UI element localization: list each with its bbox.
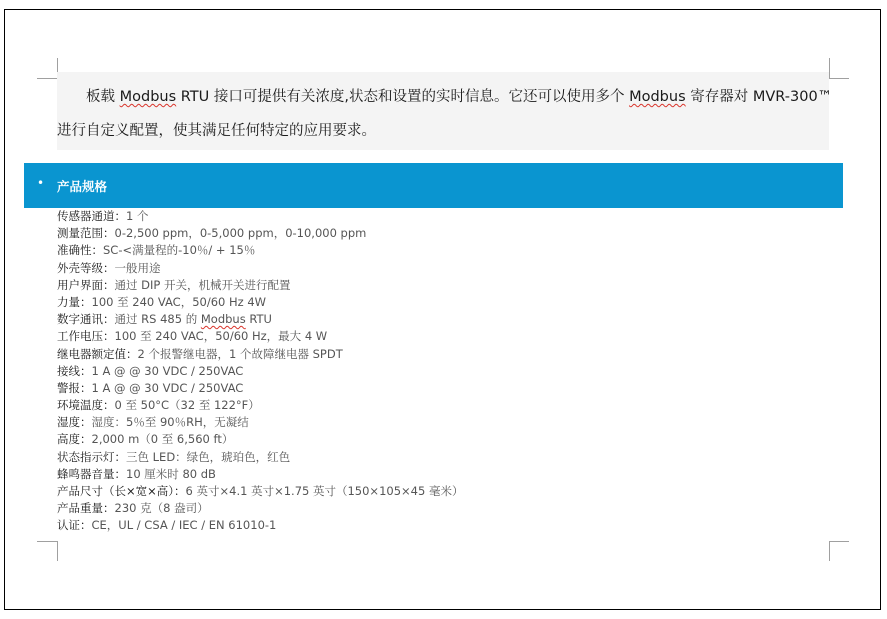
spec-row-dimensions [57,483,837,500]
spec-label: 工作电压： [57,329,115,344]
spec-label: 数字通讯： [57,312,115,327]
bullet-icon: • [37,176,45,190]
spec-row-status-led [57,449,837,466]
spec-row-alarm [57,380,837,397]
spec-value: 10 厘米时 80 dB [126,466,216,481]
crop-mark-bottom-left-v [57,541,58,561]
spec-value: 0 至 50°C（32 至 122°F） [114,398,260,413]
spec-value: 1 个 [126,209,149,223]
spec-row-wiring [57,363,837,380]
spec-value: 湿度：5％至 90％RH，无凝结 [91,415,249,430]
spec-label: 接线： [57,363,92,378]
spec-value: 1 A @ @ 30 VDC / 250VAC [91,363,244,378]
spec-label: 环境温度： [57,398,115,413]
crop-mark-top-right-h [829,78,849,79]
spec-value: 2,000 m（0 至 6,560 ft） [91,432,234,447]
spec-list [57,208,837,535]
intro-text-segment: 板载 [86,89,120,105]
spec-row-certification [57,517,837,534]
spec-row-power [57,294,837,311]
spec-value: 100 至 240 VAC，50/60 Hz，最大 4 W [114,329,328,344]
spec-value: 2 个报警继电器，1 个故障继电器 SPDT [137,346,343,361]
spec-label: 状态指示灯： [57,449,126,464]
spec-row-user-interface [57,277,837,294]
spec-row-range [57,225,837,242]
spellcheck-word: Modbus [119,89,177,105]
intro-line-2: 进行自定义配置，使其满足任何特定的应用要求。 [57,123,376,139]
spec-label: 认证： [57,518,92,533]
section-title: 产品规格 [57,179,108,194]
crop-mark-bottom-right-h [829,541,849,542]
spec-label: 湿度： [57,415,92,430]
intro-text-segment: RTU 接口可提供有关浓度,状态和设置的实时信息。它还可以使用多个 [176,89,630,105]
crop-mark-top-right-v [829,58,830,78]
spec-value: 0-2,500 ppm，0-5,000 ppm，0-10,000 ppm [114,226,367,241]
spec-label: 产品重量： [57,501,115,516]
spec-value: CE，UL / CSA / IEC / EN 61010-1 [91,518,277,533]
spec-label: 力量： [57,294,92,309]
crop-mark-top-left-h [37,78,57,79]
spec-row-buzzer [57,466,837,483]
intro-line-1 [86,87,832,107]
spec-value: 100 至 240 VAC，50/60 Hz 4W [91,294,267,309]
spec-value-suffix: RTU [245,312,272,327]
spec-label: 外壳等级： [57,260,115,275]
spec-value: 通过 DIP 开关，机械开关进行配置 [114,277,291,292]
spec-row-operating-voltage [57,328,837,345]
section-header-specs [24,163,843,208]
crop-mark-bottom-right-v [829,541,830,561]
spec-value: 230 克（8 盎司） [114,501,209,516]
spec-row-enclosure [57,260,837,277]
spec-label: 产品尺寸（长×宽×高）： [57,484,186,498]
spellcheck-word: Modbus [629,89,686,105]
intro-paragraph[interactable] [57,72,833,150]
spec-row-digital-comm [57,311,837,328]
spec-value: 三色 LED：绿色，琥珀色，红色 [126,449,291,464]
spec-value: 1 A @ @ 30 VDC / 250VAC [91,380,244,395]
spec-row-weight [57,500,837,517]
spec-label: 继电器额定值： [57,346,138,361]
spec-row-ambient-temp [57,397,837,414]
spec-label: 传感器通道： [57,209,126,223]
spec-label: 蜂鸣器音量： [57,466,126,481]
spec-label: 警报： [57,380,92,395]
spec-value: 6 英寸×4.1 英寸×1.75 英寸（150×105×45 毫米） [185,484,464,498]
spec-value: 一般用途 [114,260,161,275]
spec-label: 高度： [57,432,92,447]
spec-value: SC-<满量程的-10％/ + 15％ [103,243,256,258]
spec-row-humidity [57,414,837,431]
spec-row-channels [57,208,837,225]
spec-row-altitude [57,431,837,448]
spec-row-relay-rating [57,346,837,363]
intro-text-segment: 寄存器对 MVR-300™ [685,89,833,105]
spec-row-accuracy [57,242,837,259]
spec-label: 准确性： [57,243,103,258]
spec-label: 测量范围： [57,226,115,241]
crop-mark-bottom-left-h [37,541,57,542]
spellcheck-word: Modbus [200,312,246,327]
spec-label: 用户界面： [57,277,115,292]
spec-value: 通过 RS 485 的 [114,312,201,327]
